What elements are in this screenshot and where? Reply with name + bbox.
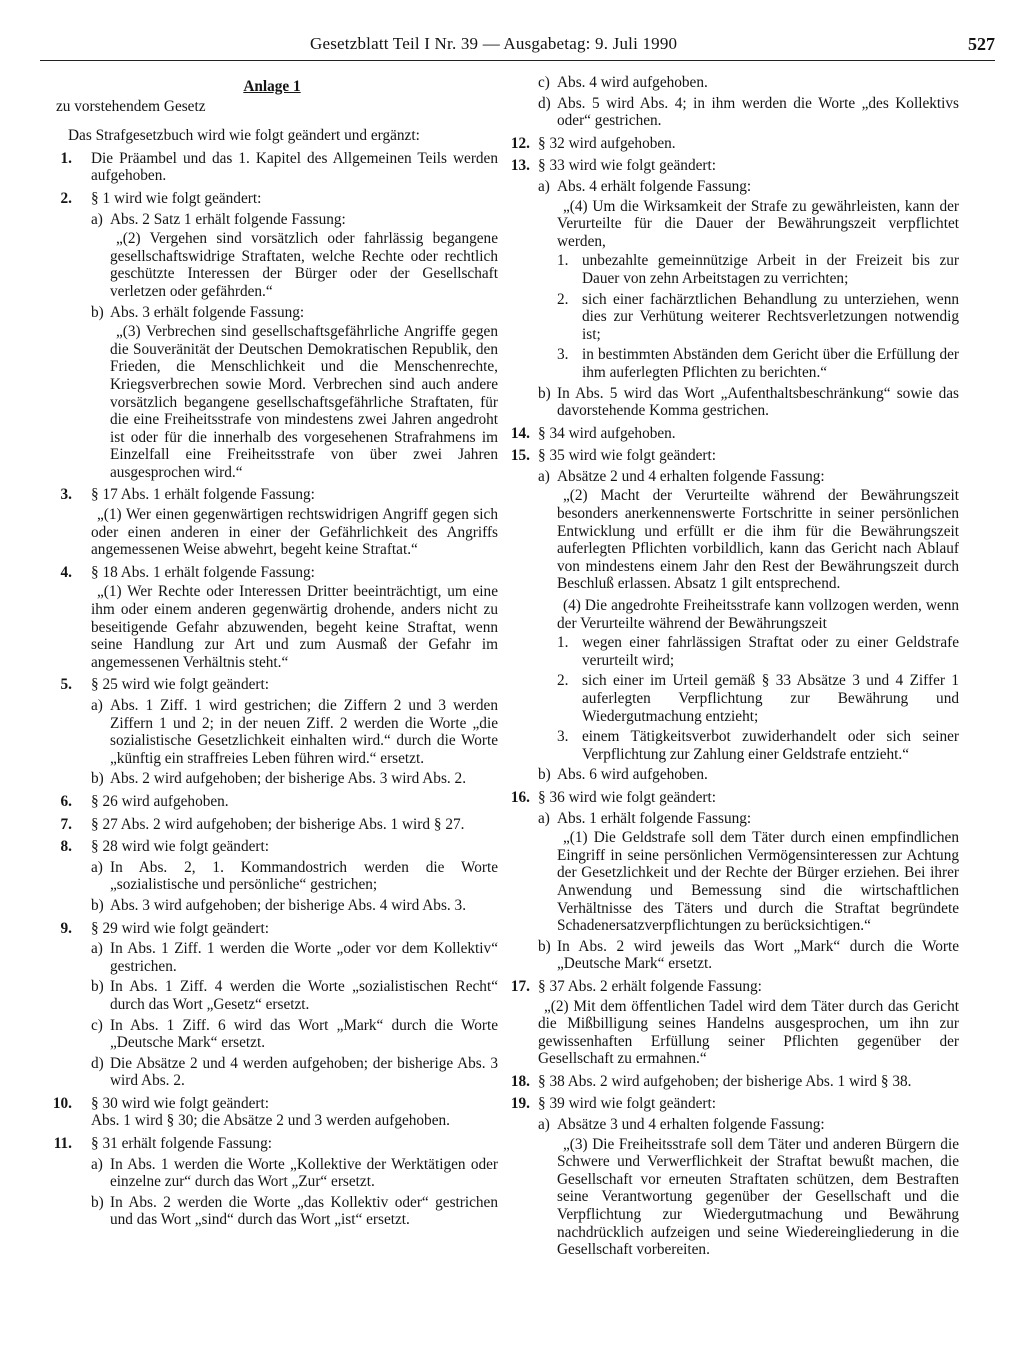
enum-number: 3.: [557, 728, 569, 746]
item-number: 6.: [60, 792, 72, 810]
item-text: § 34 wird aufgehoben.: [538, 424, 676, 442]
amendment-item-18: [512, 1073, 959, 1091]
amendment-item-5: [46, 676, 498, 788]
item-text: § 35 wird wie folgt geändert:: [538, 447, 716, 465]
sub-item-b: [91, 978, 498, 1013]
item-number: 19.: [510, 1095, 530, 1113]
amendment-item-14: [512, 425, 959, 443]
enum-text: einem Tätigkeitsverbot zuwiderhandelt oder sich seiner Verpflichtung zur Zahlung einer Geldstrafe entzieht.“: [582, 728, 959, 763]
sub-item-c: [538, 74, 959, 92]
sub-item-label: b): [538, 384, 551, 402]
quoted-text: „(4) Um die Wirksamkeit der Strafe zu gewährleisten, kann der Verurteilte für die Dauer der Bewährungszeit verpflichtet werden,: [557, 197, 959, 250]
enum-number: 1.: [557, 252, 569, 270]
sub-item-label: b): [91, 1193, 104, 1211]
sub-item-a: [538, 178, 959, 382]
sub-item-a: [538, 810, 959, 935]
enum-number: 2.: [557, 290, 569, 308]
amendment-item-10: [46, 1095, 498, 1130]
item-text: § 25 wird wie folgt geändert:: [91, 676, 269, 694]
sub-item-text: In Abs. 1 werden die Worte „Kollektive der Werktätigen oder einzelne zur“ durch das Wort „Zur“ ersetzt.: [110, 1155, 498, 1191]
item-text: § 39 wird wie folgt geändert:: [538, 1095, 716, 1113]
item-number: 7.: [60, 815, 72, 833]
item-text: § 29 wird wie folgt geändert:: [91, 919, 269, 937]
item-number: 12.: [510, 134, 530, 152]
sub-item-text: In Abs. 5 wird das Wort „Aufenthaltsbeschränkung“ sowie das davorstehende Komma gestrichen.: [557, 384, 959, 420]
sub-item-d: [538, 95, 959, 130]
sub-item-b: [91, 770, 498, 788]
sub-item-b: [91, 304, 498, 482]
sub-item-label: a): [91, 210, 103, 228]
amendment-item-7: [46, 816, 498, 834]
quoted-text: „(1) Wer einen gegenwärtigen rechtswidrigen Angriff gegen sich oder einen anderen in einer der Gefährlichkeit des Angriffs angemessenen Weise abwehrt, begeht keine Straftat.“: [91, 506, 498, 559]
item-text: § 27 Abs. 2 wird aufgehoben; der bisherige Abs. 1 wird § 27.: [91, 815, 465, 833]
sub-item-text: Abs. 5 wird Abs. 4; in ihm werden die Worte „des Kollektivs oder“ gestrichen.: [557, 94, 959, 130]
quoted-text: „(2) Vergehen sind vorsätzlich oder fahrlässig begangene gesellschaftswidrige Straftaten, welche Rechte oder rechtlich geschützte Interessen der Bürger oder der Gesellschaft verletzen oder gefährden.“: [110, 230, 498, 300]
sub-item-text: Abs. 1 erhält folgende Fassung:: [557, 809, 752, 827]
item-number: 16.: [510, 788, 530, 806]
sub-item-label: d): [91, 1054, 104, 1072]
page-header: [40, 34, 995, 62]
sub-item-label: a): [91, 858, 103, 876]
left-column: [46, 74, 498, 1234]
quoted-text: „(3) Verbrechen sind gesellschaftsgefährliche Angriffe gegen die Souveränität der Deutschen Demokratischen Republik, den Frieden, die Menschlichkeit und die Menschenrechte, Kriegsverbrechen sowie Mord. Verbrechen sind auch andere vorsätzlich begangene gesellschaftsgefährliche Straftaten, für die eine Freiheitsstrafe von mindestens zwei Jahren angedroht ist oder für die innerhalb des vorgesehenen Strafrahmens im Einzelfall eine Freiheitsstrafe von über zwei Jahren ausgesprochen wird.“: [110, 323, 498, 481]
amendment-item-4: [46, 564, 498, 672]
item-text: § 32 wird aufgehoben.: [538, 134, 676, 152]
amendment-item-1: [46, 150, 498, 185]
item-number: 1.: [60, 149, 72, 167]
amendment-item-13: [512, 157, 959, 419]
quoted-text: „(1) Wer Rechte oder Interessen Dritter beeinträchtigt, um eine ihm oder einem anderen gegenwärtig drohende, anders nicht zu beseitigende Gefahr abzuwenden, begeht keine Straftat, wenn seine Handlung zur Art und zum Ausmaß der Gefahr im angemessenen Verhältnis steht.“: [91, 583, 498, 671]
sub-item-label: a): [538, 1116, 550, 1134]
sub-item-text: In Abs. 2 werden die Worte „das Kollektiv oder“ gestrichen und das Wort „sind“ durch das Wort „ist“ ersetzt.: [110, 1193, 498, 1229]
item-number: 9.: [60, 919, 72, 937]
sub-item-text: Abs. 2 wird aufgehoben; der bisherige Abs. 3 wird Abs. 2.: [110, 770, 467, 788]
quoted-text: „(2) Mit dem öffentlichen Tadel wird dem Täter durch das Gericht die Mißbilligung seines Handelns ausgesprochen, um ihn zur gewissenhaften Erfüllung seiner Pflichten gegenüber der Gesellschaft zu ermahnen.“: [538, 997, 959, 1068]
sub-item-text: Die Absätze 2 und 4 werden aufgehoben; der bisherige Abs. 3 wird Abs. 2.: [110, 1054, 498, 1090]
sub-item-text: In Abs. 2 wird jeweils das Wort „Mark“ durch die Worte „Deutsche Mark“ ersetzt.: [557, 937, 959, 973]
item-number: 10.: [52, 1094, 72, 1112]
amendment-item-9: [46, 920, 498, 1090]
sub-item-text: Absätze 3 und 4 erhalten folgende Fassung:: [557, 1116, 825, 1134]
sub-item-a: [91, 211, 498, 301]
item-text: § 1 wird wie folgt geändert:: [91, 189, 262, 207]
item-number: 5.: [60, 676, 72, 694]
sub-item-a: [91, 859, 498, 894]
sub-item-label: a): [538, 809, 550, 827]
item-text: § 31 erhält folgende Fassung:: [91, 1135, 272, 1153]
sub-item-text: Absätze 2 und 4 erhalten folgende Fassung:: [557, 467, 825, 485]
enum-item-3: [557, 346, 959, 381]
item-text: § 18 Abs. 1 erhält folgende Fassung:: [91, 563, 315, 581]
enum-item-3: [557, 728, 959, 763]
sub-item-b: [538, 766, 959, 784]
header-rule: [40, 60, 995, 61]
sub-item-b: [91, 897, 498, 915]
amendment-item-17: [512, 978, 959, 1068]
sub-item-label: c): [538, 74, 550, 91]
enum-item-1: [557, 634, 959, 669]
item-number: 4.: [60, 563, 72, 581]
amendment-item-11: [46, 1135, 498, 1229]
item-number: 14.: [510, 424, 530, 442]
enum-text: in bestimmten Abständen dem Gericht über die Erfüllung der ihm auferlegten Pflichten zu berichten.“: [582, 346, 959, 381]
item-text: § 28 wird wie folgt geändert:: [91, 838, 269, 856]
sub-item-text: Abs. 3 erhält folgende Fassung:: [110, 303, 305, 321]
amendment-item-12: [512, 135, 959, 153]
sub-item-label: a): [538, 467, 550, 485]
sub-item-text: Abs. 3 wird aufgehoben; der bisherige Abs. 4 wird Abs. 3.: [110, 896, 467, 914]
amendment-item-11-continued: [512, 74, 959, 130]
sub-item-label: a): [91, 697, 103, 714]
sub-item-b: [538, 385, 959, 420]
amendment-item-19: [512, 1095, 959, 1258]
sub-item-b: [91, 1194, 498, 1229]
sub-item-label: a): [538, 177, 550, 195]
sub-item-text: Abs. 1 Ziff. 1 wird gestrichen; die Ziffern 2 und 3 werden Ziffern 1 und 2; in der neuen Ziff. 2 werden die Worte „die sozialistische Gesetzlichkeit einhalten wird.“ durch die Worte „künftig ein straffreies Leben führen wird.“ ersetzt.: [110, 697, 498, 767]
enum-text: wegen einer fahrlässigen Straftat oder zu einer Geldstrafe verurteilt wird;: [582, 634, 959, 669]
amendment-item-16: [512, 789, 959, 973]
item-text: § 37 Abs. 2 erhält folgende Fassung:: [538, 977, 762, 995]
sub-item-d: [91, 1055, 498, 1090]
item-number: 3.: [60, 486, 72, 504]
amendment-item-15: [512, 447, 959, 784]
item-number: 17.: [510, 977, 530, 995]
annex-subtitle: zu vorstehendem Gesetz: [56, 97, 206, 115]
item-number: 18.: [510, 1072, 530, 1090]
amendment-item-8: [46, 838, 498, 914]
item-detail: Abs. 1 wird § 30; die Absätze 2 und 3 werden aufgehoben.: [91, 1112, 450, 1130]
quoted-text: „(1) Die Geldstrafe soll dem Täter durch einen empfindlichen Eingriff in seine persönlichen Vermögensinteressen zur Achtung der Gesetzlichkeit und der Rechte der Bürger erziehen. Bei ihrer Anwendung und Bemessung sind die wirtschaftlichen Verhältnisse des Täters und durch die Straftat begründete Schadenersatzverpflichtungen zu berücksichtigen.“: [557, 829, 959, 935]
sub-item-label: b): [538, 937, 551, 955]
sub-item-a: [91, 697, 498, 767]
sub-item-label: a): [91, 1155, 103, 1173]
header-title: Gesetzblatt Teil I Nr. 39 — Ausgabetag: 9. Juli 1990: [310, 34, 678, 53]
sub-item-a: [91, 1156, 498, 1191]
item-text: § 17 Abs. 1 erhält folgende Fassung:: [91, 486, 315, 504]
sub-item-label: a): [91, 940, 103, 958]
item-text: § 33 wird wie folgt geändert:: [538, 157, 716, 175]
enum-text: unbezahlte gemeinnützige Arbeit in der Freizeit bis zur Dauer von zehn Arbeitstagen zu verrichten;: [582, 252, 959, 287]
enum-number: 3.: [557, 346, 569, 364]
item-text: § 26 wird aufgehoben.: [91, 792, 229, 810]
item-text: § 30 wird wie folgt geändert:: [91, 1094, 269, 1112]
item-number: 13.: [510, 157, 530, 175]
amendment-item-3: [46, 486, 498, 558]
sub-item-label: b): [91, 978, 104, 996]
enum-number: 2.: [557, 672, 569, 690]
sub-item-text: In Abs. 1 Ziff. 1 werden die Worte „oder vor dem Kollektiv“ gestrichen.: [110, 940, 498, 975]
sub-item-a: [538, 1116, 959, 1259]
sub-item-text: Abs. 2 Satz 1 erhält folgende Fassung:: [110, 210, 346, 228]
amendment-item-6: [46, 793, 498, 811]
sub-item-text: Abs. 4 wird aufgehoben.: [557, 74, 708, 91]
item-number: 8.: [60, 838, 72, 856]
item-number: 15.: [510, 447, 530, 465]
sub-item-text: In Abs. 1 Ziff. 6 wird das Wort „Mark“ durch die Worte „Deutsche Mark“ ersetzt.: [110, 1016, 498, 1052]
sub-item-text: Abs. 6 wird aufgehoben.: [557, 766, 708, 784]
intro-text: Das Strafgesetzbuch wird wie folgt geändert und ergänzt:: [68, 127, 420, 145]
enum-text: sich einer fachärztlichen Behandlung zu unterziehen, wenn dies zur Verhütung weiterer Rechtsverletzungen notwendig ist;: [582, 290, 959, 343]
sub-item-label: b): [91, 896, 104, 914]
sub-item-label: b): [538, 766, 551, 784]
right-column: [512, 74, 959, 1264]
sub-item-label: d): [538, 94, 551, 112]
quoted-paragraph: (4) Die angedrohte Freiheitsstrafe kann vollzogen werden, wenn der Verurteilte während der Bewährungszeit: [557, 597, 959, 632]
enum-text: sich einer im Urteil gemäß § 33 Absätze 3 und 4 Ziffer 1 auferlegten Verpflichtung zur Bewährung und Wiedergutmachung entzieht;: [582, 672, 959, 725]
annex-title: Anlage 1: [243, 78, 301, 95]
sub-item-text: In Abs. 1 Ziff. 4 werden die Worte „sozialistischen Recht“ durch das Wort „Gesetz“ ersetzt.: [110, 978, 498, 1013]
sub-item-label: b): [91, 770, 104, 788]
item-text: § 36 wird wie folgt geändert:: [538, 788, 716, 806]
enum-item-1: [557, 252, 959, 287]
enum-number: 1.: [557, 634, 569, 652]
item-text: § 38 Abs. 2 wird aufgehoben; der bisherige Abs. 1 wird § 38.: [538, 1072, 912, 1090]
sub-item-c: [91, 1017, 498, 1052]
sub-item-text: In Abs. 2, 1. Kommandostrich werden die Worte „sozialistische und persönliche“ gestrichen;: [110, 858, 498, 894]
item-text: Die Präambel und das 1. Kapitel des Allgemeinen Teils werden aufgehoben.: [91, 149, 498, 185]
amendment-item-2: [46, 190, 498, 482]
sub-item-a: [538, 468, 959, 764]
enum-item-2: [557, 291, 959, 344]
item-number: 11.: [53, 1135, 72, 1153]
sub-item-text: Abs. 4 erhält folgende Fassung:: [557, 177, 752, 195]
enum-item-2: [557, 672, 959, 725]
sub-item-b: [538, 938, 959, 973]
sub-item-a: [91, 940, 498, 975]
sub-item-label: c): [91, 1016, 103, 1034]
sub-item-label: b): [91, 303, 104, 321]
quoted-text: „(3) Die Freiheitsstrafe soll dem Täter und anderen Bürgern die Schwere und Verwerflichkeit der Straftat bewußt machen, die Gesellschaft vor erneuten Straftaten schützen, dem Bestraften seine Verantwortung gegenüber der Gesellschaft und die Verpflichtung zur Wiedergutmachung und Bewährung nachdrücklich aufzeigen und seine Wiedereingliederung in die Gesellschaft vorbereiten.: [557, 1135, 959, 1259]
quoted-text: „(2) Macht der Verurteilte während der Bewährungszeit besonders anerkennenswerte Fortschritte in seiner persönlichen Entwicklung und erfüllt er die ihm für die Bewährungszeit auferlegten Pflichten vorbildlich, kann das Gericht nach Ablauf von mindestens einem Jahr den Rest der Bewährungszeit durch Beschluß erlassen. Absatz 1 gilt entsprechend.: [557, 487, 959, 593]
item-number: 2.: [60, 189, 72, 207]
page-number: 527: [968, 34, 995, 54]
